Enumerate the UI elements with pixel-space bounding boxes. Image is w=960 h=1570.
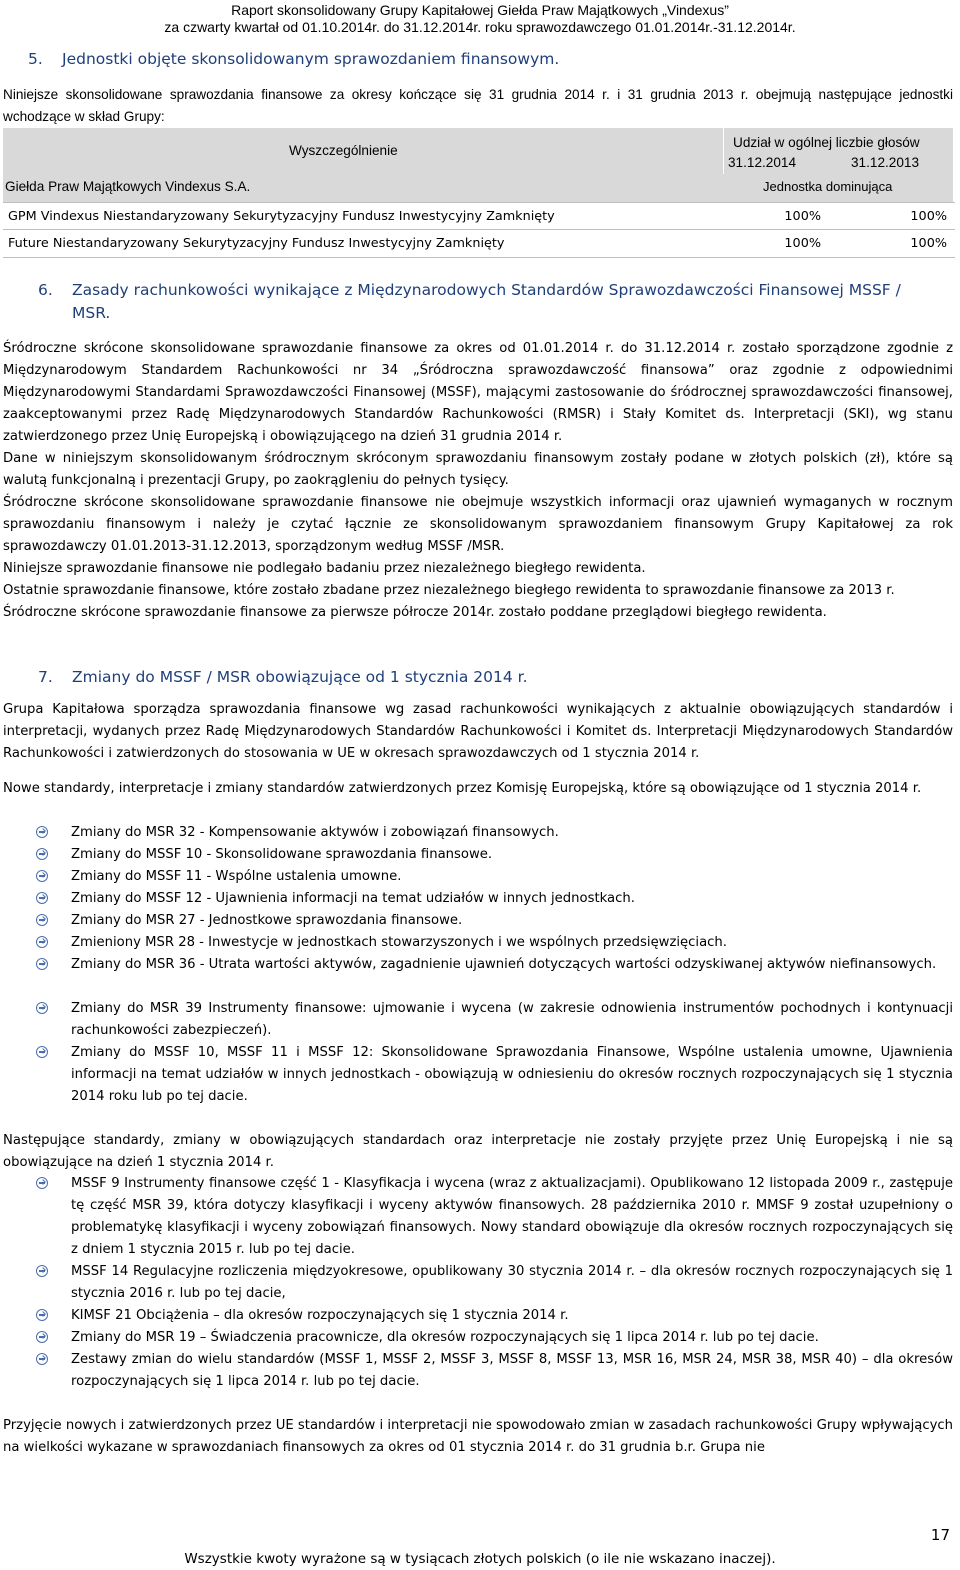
- section6-title-line1: Zasady rachunkowości wynikające z Międzynarodowych Standardów Sprawozdawczości Finansowej MSSF /: [72, 281, 901, 299]
- col-share-votes: Udział w ogólnej liczbie głosów: [733, 135, 920, 150]
- row-share-2013: 100%: [910, 236, 947, 251]
- section7-p3: Następujące standardy, zmiany w obowiązujących standardach oraz interpretacje nie zostały przyjęte przez Unię Europejską i nie są obowiązujące na dzień 1 stycznia 2014 r.: [3, 1133, 953, 1170]
- col-date-2013: 31.12.2013: [851, 155, 920, 170]
- section7-number: 7.: [38, 668, 53, 686]
- parent-entity-name: Giełda Praw Majątkowych Vindexus S.A.: [5, 179, 251, 194]
- section7-p2: Nowe standardy, interpretacje i zmiany standardów zatwierdzonych przez Komisję Europejską, które są obowiązujące od 1 stycznia 2014 r.: [3, 781, 922, 796]
- section6-body: [3, 338, 953, 624]
- arrow-circle-bullet-icon: [36, 1046, 48, 1058]
- arrow-circle-bullet-icon: [36, 1309, 48, 1321]
- page-number: 17: [930, 1526, 950, 1544]
- section6-p4: Niniejsze sprawozdanie finansowe nie podlegało badaniu przez niezależnego biegłego rewidenta.: [3, 561, 646, 576]
- arrow-circle-bullet-icon: [36, 870, 48, 882]
- section6-p3: Śródroczne skrócone skonsolidowane sprawozdanie finansowe nie obejmuje wszystkich informacji oraz ujawnień wymaganych w rocznym sprawozdaniu finansowym i należy je czytać łącznie ze skonsolidowanym sprawozdaniem finansowym Grupy Kapitałowej za rok sprawozdawczy 01.01.2013-31.12.2013, sporządzonym według MSSF /MSR.: [3, 495, 953, 554]
- section6-p2: Dane w niniejszym skonsolidowanym śródrocznym skróconym sprawozdaniu finansowym zostały podane w złotych polskich (zł), które są walutą funkcjonalną i prezentacji Grupy, po zaokrągleniu do pełnych tysięcy.: [3, 451, 953, 488]
- section6-p5: Ostatnie sprawozdanie finansowe, które zostało zbadane przez niezależnego biegłego rewidenta to sprawozdanie finansowe za 2013 r.: [3, 583, 895, 598]
- arrow-circle-bullet-icon: [36, 1177, 48, 1189]
- section5-title: [28, 48, 559, 70]
- table-row: [3, 229, 955, 258]
- arrow-circle-bullet-icon: [36, 1002, 48, 1014]
- section7-title: [38, 666, 528, 688]
- arrow-circle-bullet-icon: [36, 848, 48, 860]
- arrow-circle-bullet-icon: [36, 936, 48, 948]
- section6-title-line2: MSR.: [72, 304, 111, 322]
- parent-entity-status: Jednostka dominująca: [763, 179, 893, 194]
- col-wyszczegolnienie: Wyszczególnienie: [289, 143, 398, 158]
- arrow-circle-bullet-icon: [36, 914, 48, 926]
- report-header-line1: Raport skonsolidowany Grupy Kapitałowej Giełda Praw Majątkowych „Vindexus”: [231, 2, 729, 18]
- table-row: [3, 202, 955, 230]
- arrow-circle-bullet-icon: [36, 1331, 48, 1343]
- section5-title-text: Jednostki objęte skonsolidowanym sprawozdaniem finansowym.: [62, 50, 560, 68]
- row-share-2014: 100%: [784, 236, 821, 251]
- row-entity-name: Future Niestandaryzowany Sekurytyzacyjny Fundusz Inwestycyjny Zamknięty: [8, 236, 505, 251]
- arrow-circle-bullet-icon: [36, 892, 48, 904]
- section6-title: [38, 278, 953, 302]
- section6-number: 6.: [38, 281, 53, 299]
- arrow-circle-bullet-icon: [36, 1265, 48, 1277]
- section7-p4: Przyjęcie nowych i zatwierdzonych przez UE standardów i interpretacji nie spowodowało zmian w zasadach rachunkowości Grupy wpływających na wielkości wykazane w sprawozdaniach finansowych za okres od 01 stycznia 2014 r. do 31 grudnia b.r. Grupa nie: [3, 1418, 953, 1455]
- row-entity-name: GPM Vindexus Niestandaryzowany Sekurytyzacyjny Fundusz Inwestycyjny Zamknięty: [8, 209, 555, 224]
- report-header-line2: za czwarty kwartał od 01.10.2014r. do 31.12.2014r. roku sprawozdawczego 01.01.2014r.-31.12.2014r.: [164, 19, 796, 35]
- entities-table-header: [3, 128, 953, 202]
- section6-p6: Śródroczne skrócone sprawozdanie finansowe za pierwsze półrocze 2014r. zostało poddane przeglądowi biegłego rewidenta.: [3, 605, 827, 620]
- section7-p1: Grupa Kapitałowa sporządza sprawozdania finansowe wg zasad rachunkowości wynikających z aktualnie obowiązujących standardów i interpretacji, wydanych przez Radę Międzynarodowych Standardów Rachunkowości i Komitet ds. Interpretacji Międzynarodowych Standardów Rachunkowości i zatwierdzonych do stosowania w UE w okresach sprawozdawczych od 1 stycznia 2014 r.: [3, 702, 953, 761]
- section5-number: 5.: [28, 50, 43, 68]
- row-share-2013: 100%: [910, 209, 947, 224]
- header-divider: [723, 128, 724, 174]
- arrow-circle-bullet-icon: [36, 1353, 48, 1365]
- footer-note: Wszystkie kwoty wyrażone są w tysiącach złotych polskich (o ile nie wskazano inaczej).: [184, 1551, 776, 1567]
- arrow-circle-bullet-icon: [36, 958, 48, 970]
- row-share-2014: 100%: [784, 209, 821, 224]
- section7-title-text: Zmiany do MSSF / MSR obowiązujące od 1 stycznia 2014 r.: [72, 668, 528, 686]
- col-date-2014: 31.12.2014: [728, 155, 797, 170]
- arrow-circle-bullet-icon: [36, 826, 48, 838]
- section5-intro: Niniejsze skonsolidowane sprawozdania finansowe za okresy kończące się 31 grudnia 2014 r. i 31 grudnia 2013 r. obejmują następujące jednostki wchodzące w skład Grupy:: [3, 87, 953, 124]
- section6-p1: Śródroczne skrócone skonsolidowane sprawozdanie finansowe za okres od 01.01.2014 r. do 31.12.2014 r. zostało sporządzone zgodnie z Międzynarodowym Standardem Rachunkowości nr 34 „Śródroczna sprawozdawczość finansowa” oraz zgodnie z odpowiednimi Międzynarodowymi Standardami Sprawozdawczości Finansowej (MSSF), mającymi zastosowanie do śródrocznej sprawozdawczości finansowej, zaakceptowanymi przez Radę Międzynarodowych Standardów Rachunkowości (RMSR) i Stały Komitet ds. Interpretacji (SKI), wg stanu zatwierdzonego przez Unię Europejską i obowiązującego na dzień 31 grudnia 2014 r.: [3, 341, 953, 444]
